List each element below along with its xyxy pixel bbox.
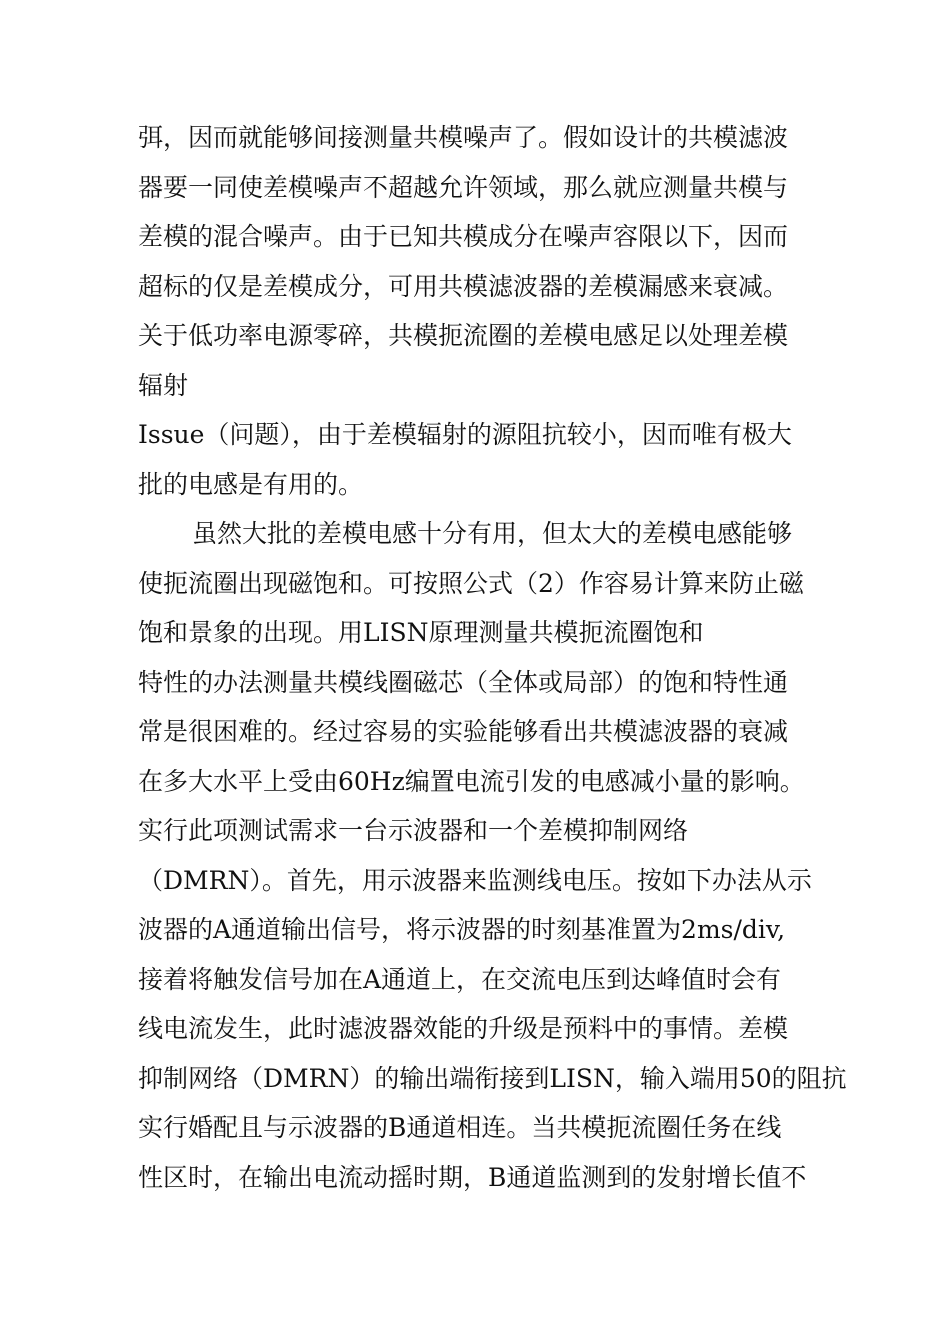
text-line-18: 接着将触发信号加在A通道上，在交流电压到达峰值时会有 <box>138 964 782 994</box>
text-line-4: 超标的仅是差模成分，可用共模滤波器的差模漏感来衰减。 <box>138 271 789 301</box>
text-line-11: 饱和景象的出现。用LISN原理测量共模扼流圈饱和 <box>138 618 704 647</box>
text-line-8: 批的电感是有用的。 <box>138 469 364 499</box>
text-line-20: 抑制网络（DMRN）的输出端衔接到LISN，输入端用50的阻抗 <box>138 1063 847 1093</box>
text-line-13: 常是很困难的。经过容易的实验能够看出共模滤波器的衰减 <box>138 717 789 746</box>
text-line-14: 在多大水平上受由60Hz编置电流引发的电感减小量的影响。 <box>138 766 805 796</box>
text-line-19: 线电流发生，此时滤波器效能的升级是预料中的事情。差模 <box>138 1014 789 1043</box>
text-line-3: 差模的混合噪声。由于已知共模成分在噪声容限以下，因而 <box>138 222 789 251</box>
text-line-21: 实行婚配且与示波器的B通道相连。当共模扼流圈任务在线 <box>138 1113 782 1142</box>
text-line-9: 虽然大批的差模电感十分有用，但太大的差模电感能够 <box>192 519 793 548</box>
text-line-5: 关于低功率电源零碎，共模扼流圈的差模电感足以处理差模 <box>138 321 789 350</box>
text-line-7: Issue（问题），由于差模辐射的源阻抗较小，因而唯有极大 <box>138 420 792 449</box>
text-line-10: 使扼流圈出现磁饱和。可按照公式（2）作容易计算来防止磁 <box>138 568 804 598</box>
text-line-16: （DMRN）。首先，用示波器来监测线电压。按如下办法从示 <box>138 865 812 895</box>
text-line-1: 弭，因而就能够间接测量共模噪声了。假如设计的共模滤波 <box>138 123 789 152</box>
text-line-6: 辐射 <box>138 370 189 400</box>
text-line-2: 器要一同使差模噪声不超越允许领域，那么就应测量共模与 <box>138 172 789 202</box>
text-line-22: 性区时，在输出电流动摇时期，B通道监测到的发射增长值不 <box>138 1162 807 1192</box>
text-line-15: 实行此项测试需求一台示波器和一个差模抑制网络 <box>138 816 689 845</box>
text-line-12: 特性的办法测量共模线圈磁芯（全体或局部）的饱和特性通 <box>138 667 789 697</box>
text-line-17: 波器的A通道输出信号，将示波器的时刻基准置为2ms/div, <box>138 915 786 944</box>
body-text <box>138 113 847 1202</box>
